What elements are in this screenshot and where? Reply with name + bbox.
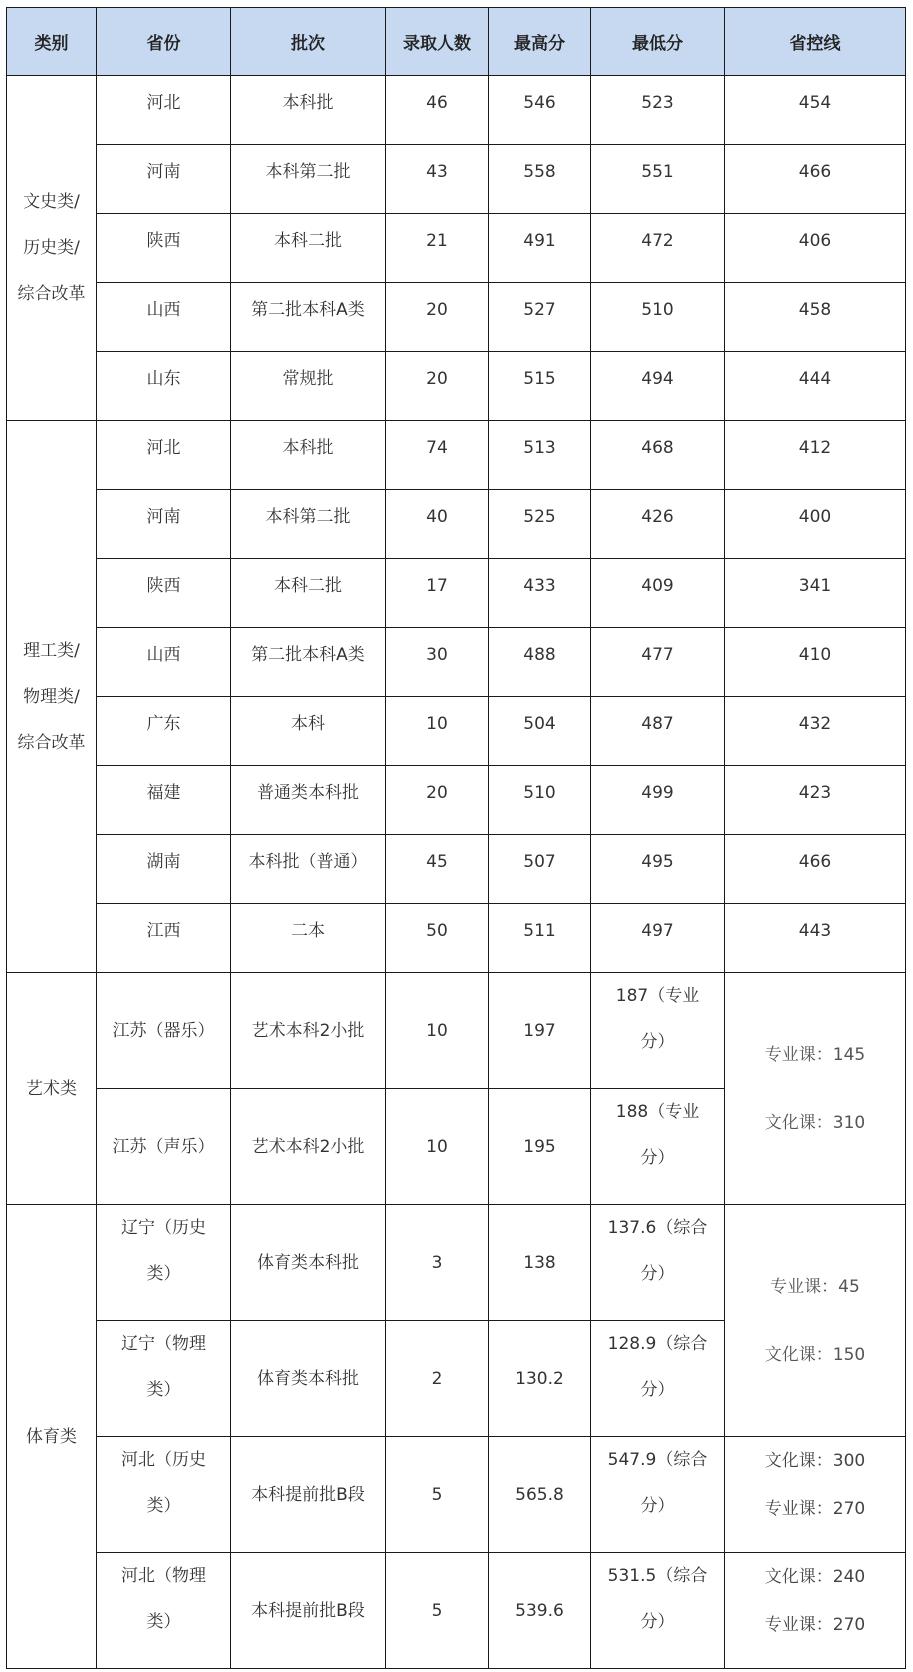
max-score-cell: 504 [489,697,591,766]
max-score-cell: 507 [489,835,591,904]
control-line-cell: 444 [725,352,906,421]
province-cell: 辽宁（历史 类） [97,1205,231,1321]
min-score-cell: 468 [591,421,725,490]
province-cell: 福建 [97,766,231,835]
province-cell: 山西 [97,628,231,697]
control-line-cell: 454 [725,76,906,145]
control-line-cell: 专业课：145 文化课：310 [725,973,906,1205]
batch-cell: 本科批 [231,76,386,145]
max-score-cell: 130.2 [489,1321,591,1437]
batch-cell: 本科 [231,697,386,766]
batch-cell: 体育类本科批 [231,1205,386,1321]
max-score-cell: 433 [489,559,591,628]
control-line-cell: 410 [725,628,906,697]
count-cell: 20 [386,352,489,421]
batch-cell: 艺术本科2小批 [231,1089,386,1205]
batch-cell: 常规批 [231,352,386,421]
min-score-cell: 510 [591,283,725,352]
table-row [7,973,906,1089]
count-cell: 43 [386,145,489,214]
header-max-score: 最高分 [489,8,591,76]
province-cell: 陕西 [97,214,231,283]
batch-cell: 第二批本科A类 [231,628,386,697]
batch-cell: 本科第二批 [231,490,386,559]
table-row [7,145,906,214]
control-line-cell: 专业课：45 文化课：150 [725,1205,906,1437]
max-score-cell: 491 [489,214,591,283]
table-row [7,283,906,352]
max-score-cell: 195 [489,1089,591,1205]
table-row [7,1437,906,1553]
count-cell: 10 [386,697,489,766]
max-score-cell: 546 [489,76,591,145]
control-line-cell: 466 [725,835,906,904]
control-line-cell: 412 [725,421,906,490]
min-score-cell: 495 [591,835,725,904]
batch-cell: 本科批 [231,421,386,490]
table-row [7,214,906,283]
province-cell: 山西 [97,283,231,352]
min-score-cell: 128.9（综合 分） [591,1321,725,1437]
province-cell: 河北（物理 类） [97,1553,231,1669]
control-line-cell: 432 [725,697,906,766]
table-row [7,1205,906,1321]
min-score-cell: 523 [591,76,725,145]
province-cell: 湖南 [97,835,231,904]
province-cell: 江苏（器乐） [97,973,231,1089]
batch-cell: 本科第二批 [231,145,386,214]
control-line-cell: 文化课：300 专业课：270 [725,1437,906,1553]
table-row [7,352,906,421]
header-min-score: 最低分 [591,8,725,76]
control-line-cell: 400 [725,490,906,559]
max-score-cell: 525 [489,490,591,559]
min-score-cell: 187（专业 分） [591,973,725,1089]
province-cell: 江苏（声乐） [97,1089,231,1205]
max-score-cell: 558 [489,145,591,214]
province-cell: 山东 [97,352,231,421]
category-cell: 文史类/ 历史类/ 综合改革 [7,76,97,421]
batch-cell: 本科提前批B段 [231,1437,386,1553]
control-line-cell: 443 [725,904,906,973]
count-cell: 20 [386,283,489,352]
count-cell: 5 [386,1437,489,1553]
max-score-cell: 513 [489,421,591,490]
batch-cell: 体育类本科批 [231,1321,386,1437]
table-row [7,904,906,973]
table-row [7,421,906,490]
count-cell: 5 [386,1553,489,1669]
min-score-cell: 477 [591,628,725,697]
batch-cell: 普通类本科批 [231,766,386,835]
max-score-cell: 138 [489,1205,591,1321]
province-cell: 江西 [97,904,231,973]
min-score-cell: 531.5（综合 分） [591,1553,725,1669]
count-cell: 3 [386,1205,489,1321]
table-row [7,835,906,904]
max-score-cell: 511 [489,904,591,973]
max-score-cell: 565.8 [489,1437,591,1553]
category-cell: 艺术类 [7,973,97,1205]
batch-cell: 本科二批 [231,214,386,283]
category-cell: 理工类/ 物理类/ 综合改革 [7,421,97,973]
min-score-cell: 472 [591,214,725,283]
header-category: 类别 [7,8,97,76]
min-score-cell: 137.6（综合 分） [591,1205,725,1321]
batch-cell: 二本 [231,904,386,973]
province-cell: 河北 [97,421,231,490]
province-cell: 河北（历史 类） [97,1437,231,1553]
province-cell: 河南 [97,490,231,559]
header-row [7,8,906,76]
header-province: 省份 [97,8,231,76]
header-count: 录取人数 [386,8,489,76]
batch-cell: 本科二批 [231,559,386,628]
count-cell: 21 [386,214,489,283]
province-cell: 河南 [97,145,231,214]
control-line-cell: 458 [725,283,906,352]
table-row [7,1553,906,1669]
max-score-cell: 510 [489,766,591,835]
batch-cell: 本科提前批B段 [231,1553,386,1669]
table-row [7,490,906,559]
table-row [7,76,906,145]
control-line-cell: 341 [725,559,906,628]
count-cell: 10 [386,1089,489,1205]
table-row [7,766,906,835]
min-score-cell: 188（专业 分） [591,1089,725,1205]
table-row [7,559,906,628]
count-cell: 40 [386,490,489,559]
control-line-cell: 文化课：240 专业课：270 [725,1553,906,1669]
control-line-cell: 466 [725,145,906,214]
control-line-cell: 423 [725,766,906,835]
province-cell: 河北 [97,76,231,145]
min-score-cell: 409 [591,559,725,628]
control-line-cell: 406 [725,214,906,283]
header-batch: 批次 [231,8,386,76]
table-row [7,697,906,766]
batch-cell: 艺术本科2小批 [231,973,386,1089]
count-cell: 20 [386,766,489,835]
count-cell: 74 [386,421,489,490]
batch-cell: 本科批（普通） [231,835,386,904]
table-row [7,628,906,697]
min-score-cell: 497 [591,904,725,973]
min-score-cell: 487 [591,697,725,766]
province-cell: 陕西 [97,559,231,628]
category-cell: 体育类 [7,1205,97,1669]
province-cell: 辽宁（物理 类） [97,1321,231,1437]
admission-scores-table [6,7,906,1669]
count-cell: 30 [386,628,489,697]
min-score-cell: 547.9（综合 分） [591,1437,725,1553]
count-cell: 17 [386,559,489,628]
min-score-cell: 551 [591,145,725,214]
count-cell: 46 [386,76,489,145]
province-cell: 广东 [97,697,231,766]
min-score-cell: 426 [591,490,725,559]
count-cell: 50 [386,904,489,973]
max-score-cell: 488 [489,628,591,697]
count-cell: 45 [386,835,489,904]
max-score-cell: 527 [489,283,591,352]
max-score-cell: 515 [489,352,591,421]
max-score-cell: 197 [489,973,591,1089]
count-cell: 2 [386,1321,489,1437]
max-score-cell: 539.6 [489,1553,591,1669]
min-score-cell: 499 [591,766,725,835]
count-cell: 10 [386,973,489,1089]
header-control-line: 省控线 [725,8,906,76]
batch-cell: 第二批本科A类 [231,283,386,352]
min-score-cell: 494 [591,352,725,421]
